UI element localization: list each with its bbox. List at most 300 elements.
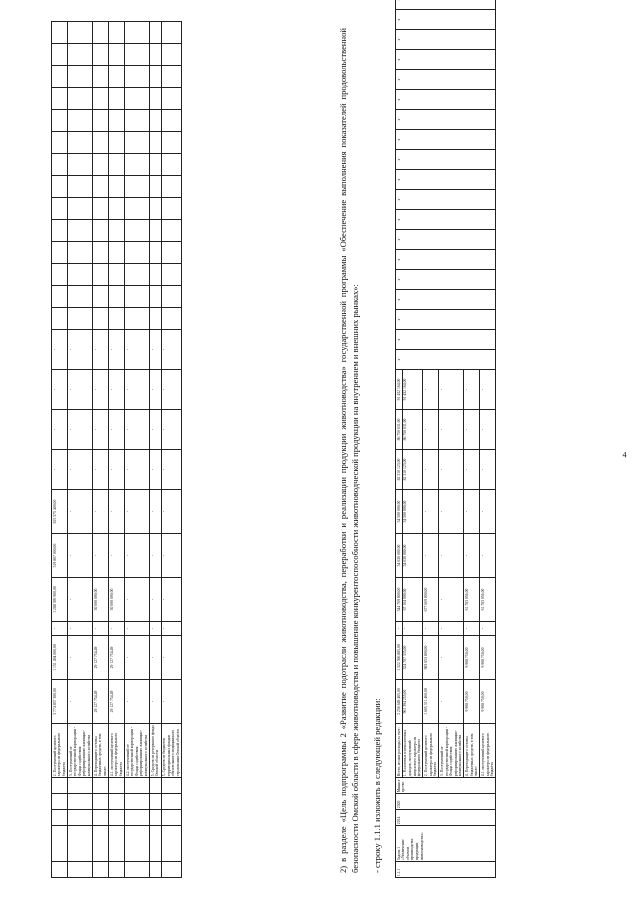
row-label: 1. Налоговых и неналоговых доходов, поступлений нецелевого характера из федерального бюджета: [402, 724, 423, 778]
value-cell: -: [439, 534, 464, 578]
table-cell: 5. Средств из резервного фонда Омской области: [150, 725, 160, 777]
value-cell: 1 665 311 460,00: [423, 680, 439, 724]
table-cell: -: [150, 534, 161, 578]
table-cell: -: [67, 578, 92, 622]
table-cell: -: [67, 622, 92, 636]
value-cell: 67 104 000,00: [402, 578, 423, 622]
table-cell: -: [125, 410, 150, 450]
table-cell: [109, 862, 125, 878]
value-cell: -: [439, 680, 464, 724]
table-cell: 3. Поступлений от государственной корпорации - Фонда содействия реформированию жилищно-коммунального хозяйства: [67, 724, 92, 778]
table-cell: [52, 810, 68, 826]
table-cell: [67, 176, 92, 198]
value-cell: 677 669 800,00: [423, 578, 439, 622]
table-cell: -: [67, 490, 92, 534]
value-cell: -: [423, 410, 439, 450]
row-label: 2. Поступлений целевого характера из федерального бюджета: [423, 724, 439, 778]
table-cell: -: [150, 370, 161, 410]
value-cell: -: [423, 370, 439, 410]
table-cell: [67, 66, 92, 88]
table-cell: [150, 132, 161, 154]
value-cell: 54 500 000,00: [396, 490, 403, 534]
table-cell: [52, 778, 68, 794]
value-cell: -: [464, 622, 480, 636]
table-cell: -: [93, 370, 109, 410]
table-cell: 29 127 754,49: [93, 636, 109, 680]
value-cell: 61 783 056,00: [480, 578, 496, 622]
table-cell: [161, 308, 182, 330]
indicator-mark-cell: х: [396, 150, 496, 170]
table-cell: [93, 66, 109, 88]
table-cell: -: [125, 636, 150, 680]
table-cell: [125, 778, 150, 794]
table-cell: [67, 88, 92, 110]
table-cell: 30 000 000,00: [93, 578, 109, 622]
table-cell: [93, 44, 109, 66]
table-cell: -: [93, 410, 109, 450]
table-cell: [52, 264, 68, 286]
page-number: 4: [622, 450, 627, 460]
table-row: [161, 22, 182, 878]
value-cell: 54 500 000,00: [402, 490, 423, 534]
value-cell: -: [402, 622, 423, 636]
table-cell: [67, 198, 92, 220]
table-cell: [67, 154, 92, 176]
table-cell: [161, 66, 182, 88]
table-cell: [52, 794, 68, 810]
table-cell: -: [67, 680, 92, 724]
table-cell: [125, 132, 150, 154]
table-cell: 29 127 754,49: [109, 680, 125, 724]
table-cell: [125, 862, 150, 878]
table-cell: [52, 44, 68, 66]
table-cell: -: [161, 410, 182, 450]
table-cell: -: [161, 370, 182, 410]
table-cell: [93, 22, 109, 44]
table-cell: Министерство: [396, 778, 496, 794]
value-cell: -: [480, 370, 496, 410]
indicator-mark-cell: х: [396, 350, 496, 370]
table-cell: 29 127 754,49: [109, 636, 125, 680]
table-cell: -: [93, 534, 109, 578]
table-cell: [125, 22, 150, 44]
table-cell: [52, 88, 68, 110]
table-cell: 519 807 000,00: [52, 534, 68, 578]
bottom-budget-table: [395, 0, 496, 878]
table-cell: 4.1. поступлений целевого характера из федерального бюджета: [109, 724, 125, 778]
table-cell: -: [161, 534, 182, 578]
value-cell: 9 908 750,00: [464, 636, 480, 680]
indicator-mark-cell: х: [396, 190, 496, 210]
table-cell: -: [125, 370, 150, 410]
table-cell: [52, 22, 68, 44]
table-cell: -: [125, 490, 150, 534]
value-cell: 61 783 056,00: [464, 578, 480, 622]
table-cell: [67, 826, 92, 862]
value-cell: -: [480, 490, 496, 534]
table-cell: [52, 826, 68, 862]
table-cell: -: [109, 370, 125, 410]
table-cell: -: [150, 450, 161, 490]
table-cell: -: [150, 330, 161, 370]
indicator-mark-cell: х: [396, 330, 496, 350]
value-cell: -: [464, 370, 480, 410]
value-cell: -: [423, 622, 439, 636]
value-cell: 91 432 164,00: [396, 370, 403, 410]
table-cell: [125, 66, 150, 88]
table-cell: [125, 88, 150, 110]
table-cell: [109, 22, 125, 44]
value-cell: 344 769 800,00: [396, 578, 403, 622]
table-cell: [150, 264, 161, 286]
table-cell: [67, 810, 92, 826]
table-cell: [93, 286, 109, 308]
table-cell: [109, 110, 125, 132]
table-cell: -: [109, 330, 125, 370]
table-row: [67, 22, 92, 878]
table-cell: [67, 778, 92, 794]
value-cell: -: [439, 490, 464, 534]
table-cell: [150, 154, 161, 176]
table-cell: [109, 308, 125, 330]
table-cell: -: [67, 636, 92, 680]
table-cell: [150, 110, 161, 132]
table-cell: -: [93, 330, 109, 370]
table-cell: 29 127 754,49: [93, 680, 109, 724]
table-cell: -: [52, 410, 68, 450]
table-cell: [109, 286, 125, 308]
table-cell: [125, 44, 150, 66]
table-cell: [67, 220, 92, 242]
table-cell: [52, 154, 68, 176]
table-cell: -: [161, 578, 182, 622]
table-cell: [125, 308, 150, 330]
value-cell: -: [464, 410, 480, 450]
table-cell: -: [161, 636, 182, 680]
indicator-mark-cell: х: [396, 170, 496, 190]
table-row: [109, 22, 125, 878]
indicator-mark-cell: х: [396, 10, 496, 30]
table-cell: [109, 794, 125, 810]
table-cell: [93, 154, 109, 176]
table-cell: -: [109, 410, 125, 450]
table-cell: 4.2. поступлений от государственной корпорации - Фонда содействия реформированию жилищно-коммунального хозяйства: [125, 724, 150, 778]
table-cell: [93, 826, 109, 862]
table-cell: -: [93, 450, 109, 490]
table-cell: [161, 220, 182, 242]
paragraph-row-instruction: - строку 1.1.1 изложить в следующей редакции:: [372, 698, 382, 873]
table-cell: [150, 286, 161, 308]
table-cell: [93, 794, 109, 810]
table-cell: [93, 862, 109, 878]
value-cell: -: [439, 578, 464, 622]
table-row: [125, 22, 150, 878]
table-cell: [109, 154, 125, 176]
table-cell: [52, 132, 68, 154]
table-cell: -: [109, 622, 125, 636]
table-cell: [52, 66, 68, 88]
table-cell: [161, 44, 182, 66]
table-cell: [150, 176, 161, 198]
table-cell: -: [67, 410, 92, 450]
table-cell: [125, 826, 150, 862]
table-cell: -: [93, 490, 109, 534]
table-cell: [161, 198, 182, 220]
value-cell: 2 256 649 465,00: [396, 680, 403, 724]
table-cell: [93, 220, 109, 242]
value-cell: 324 707 335,00: [402, 636, 423, 680]
value-cell: -: [480, 410, 496, 450]
table-cell: [52, 176, 68, 198]
table-cell: [161, 264, 182, 286]
table-cell: -: [125, 578, 150, 622]
table-cell: [150, 220, 161, 242]
value-cell: -: [464, 490, 480, 534]
indicator-mark-cell: х: [396, 270, 496, 290]
table-cell: [67, 264, 92, 286]
indicator-mark-cell: х: [396, 210, 496, 230]
table-cell: [109, 810, 125, 826]
table-cell: [161, 778, 182, 794]
table-cell: [161, 794, 182, 810]
value-cell: -: [439, 450, 464, 490]
table-cell: [150, 22, 161, 44]
value-cell: -: [480, 534, 496, 578]
table-cell: [93, 308, 109, 330]
table-cell: [93, 198, 109, 220]
indicator-mark-cell: х: [396, 110, 496, 130]
table-cell: -: [67, 330, 92, 370]
table-cell: [150, 242, 161, 264]
table-cell: [109, 44, 125, 66]
table-cell: 2. Поступлений целевого характера из федерального бюджета: [52, 724, 68, 778]
top-budget-table: [51, 21, 182, 878]
table-cell: [109, 826, 125, 862]
table-cell: [109, 264, 125, 286]
indicator-mark-cell: х: [396, 90, 496, 110]
table-cell: [93, 110, 109, 132]
value-cell: -: [480, 450, 496, 490]
value-cell: -: [423, 490, 439, 534]
table-cell: 4. Переходящего остатка бюджетных средств, в том числе:: [93, 724, 109, 778]
table-cell: [67, 22, 92, 44]
table-cell: [150, 778, 161, 794]
table-cell: -: [161, 490, 182, 534]
table-cell: [125, 810, 150, 826]
value-cell: -: [464, 534, 480, 578]
value-cell: -: [396, 622, 403, 636]
table-cell: [67, 308, 92, 330]
value-cell: 983 653 800,00: [423, 636, 439, 680]
indicator-mark-cell: х: [396, 310, 496, 330]
table-cell: [93, 132, 109, 154]
table-cell: [67, 862, 92, 878]
table-cell: [93, 176, 109, 198]
indicator-mark-cell: х: [396, 50, 496, 70]
table-cell: -: [67, 534, 92, 578]
table-cell: [150, 794, 161, 810]
table-cell: [52, 110, 68, 132]
row-label: 4.1. поступлений целевого характера из федерального бюджета: [480, 724, 496, 778]
table-cell: [161, 132, 182, 154]
value-cell: 82 310 123,00: [396, 450, 403, 490]
table-cell: -: [52, 622, 68, 636]
table-cell: -: [125, 680, 150, 724]
value-cell: 54 630 000,00: [402, 534, 423, 578]
table-cell: -: [150, 578, 161, 622]
table-row: [396, 0, 403, 878]
table-cell: -: [150, 490, 161, 534]
table-cell: [150, 66, 161, 88]
table-cell: [109, 66, 125, 88]
table-cell: [125, 110, 150, 132]
table-cell: [125, 242, 150, 264]
table-cell: 2020: [396, 794, 496, 810]
table-cell: -: [150, 680, 161, 724]
table-cell: [125, 264, 150, 286]
value-cell: 91 432 164,00: [402, 370, 423, 410]
indicator-mark-cell: х: [396, 130, 496, 150]
table-cell: -: [125, 534, 150, 578]
table-cell: Задача 1 «Увеличение объемов производства продукции животноводства»: [396, 826, 496, 862]
indicator-mark-cell: х: [396, 30, 496, 50]
table-cell: -: [150, 636, 161, 680]
table-cell: [125, 220, 150, 242]
table-cell: [67, 794, 92, 810]
table-cell: -: [150, 622, 161, 636]
table-cell: 1.1.1: [396, 862, 496, 878]
table-cell: 3 774 837 300,00: [52, 680, 68, 724]
table-cell: [161, 286, 182, 308]
value-cell: -: [480, 622, 496, 636]
table-row: [150, 22, 161, 878]
table-row: [52, 22, 68, 878]
table-cell: [93, 242, 109, 264]
table-cell: [93, 88, 109, 110]
table-cell: [161, 154, 182, 176]
table-cell: [161, 22, 182, 44]
table-cell: 815 575 400,00: [52, 490, 68, 534]
table-cell: [52, 198, 68, 220]
row-label: 4. Переходящего остатка бюджетных средств, в том числе:: [464, 724, 480, 778]
table-cell: -: [161, 680, 182, 724]
table-cell: 1 151 494 000,00: [52, 636, 68, 680]
table-row: [93, 22, 109, 878]
table-cell: -: [109, 450, 125, 490]
table-cell: [125, 154, 150, 176]
value-cell: 9 908 750,00: [480, 636, 496, 680]
table-cell: 30 000 000,00: [109, 578, 125, 622]
table-cell: [150, 198, 161, 220]
indicator-mark-cell: х: [396, 70, 496, 90]
value-cell: -: [423, 450, 439, 490]
table-cell: [52, 862, 68, 878]
value-cell: -: [439, 370, 464, 410]
table-cell: -: [52, 450, 68, 490]
table-cell: [161, 242, 182, 264]
table-cell: 1 288 395 900,00: [52, 578, 68, 622]
indicator-mark-cell: х: [396, 290, 496, 310]
table-cell: [161, 810, 182, 826]
indicator-mark-cell: [396, 0, 496, 10]
table-cell: 2014: [396, 810, 496, 826]
table-cell: [109, 778, 125, 794]
table-cell: [52, 242, 68, 264]
value-cell: 9 908 750,00: [464, 680, 480, 724]
table-cell: -: [150, 410, 161, 450]
value-cell: -: [439, 622, 464, 636]
value-cell: 1 322 366 885,00: [396, 636, 403, 680]
table-cell: 5. Средств из бюджетов территориальных фондов обязательного медицинского страхования Омской области: [161, 724, 182, 778]
table-cell: [67, 132, 92, 154]
table-cell: -: [125, 622, 150, 636]
value-cell: 86 750 631,00: [402, 410, 423, 450]
table-cell: [161, 176, 182, 198]
table-cell: -: [161, 622, 182, 636]
indicator-mark-cell: х: [396, 230, 496, 250]
table-cell: -: [93, 622, 109, 636]
table-cell: [125, 794, 150, 810]
indicator-mark-cell: х: [396, 250, 496, 270]
table-cell: -: [161, 330, 182, 370]
table-cell: -: [67, 370, 92, 410]
value-cell: -: [464, 450, 480, 490]
table-cell: [109, 198, 125, 220]
value-cell: -: [423, 534, 439, 578]
table-cell: [109, 220, 125, 242]
table-cell: [125, 198, 150, 220]
row-label: Всего, из них расходы за счет:: [396, 724, 403, 778]
table-cell: [161, 826, 182, 862]
table-cell: [93, 810, 109, 826]
table-cell: [67, 44, 92, 66]
table-cell: [67, 110, 92, 132]
table-cell: [150, 826, 161, 862]
table-cell: -: [109, 534, 125, 578]
table-cell: [52, 308, 68, 330]
value-cell: 54 630 000,00: [396, 534, 403, 578]
table-cell: [52, 286, 68, 308]
table-cell: [109, 132, 125, 154]
table-cell: [150, 44, 161, 66]
table-cell: -: [125, 450, 150, 490]
value-cell: -: [439, 410, 464, 450]
table-cell: [93, 778, 109, 794]
table-cell: [161, 862, 182, 878]
table-cell: [125, 176, 150, 198]
table-cell: [161, 88, 182, 110]
table-cell: -: [67, 450, 92, 490]
value-cell: 961 394 255,00: [402, 680, 423, 724]
table-cell: [161, 110, 182, 132]
table-cell: [150, 88, 161, 110]
table-cell: [67, 242, 92, 264]
table-cell: -: [52, 330, 68, 370]
table-cell: -: [52, 370, 68, 410]
table-cell: -: [109, 490, 125, 534]
table-cell: [109, 176, 125, 198]
table-cell: [52, 220, 68, 242]
table-cell: [109, 88, 125, 110]
table-cell: [150, 810, 161, 826]
paragraph-section-2: 2) в разделе «Цель подпрограммы 2 «Развитие подотрасли животноводства, переработки и реализации продукции животноводства» государственной программы «Обеспечение выполнения показателей продовольственной безопасности Омской области в сфере животноводства и повышение конкурентоспособности животноводческой продукции на внутреннем и внешних рынках»:: [338, 28, 360, 873]
table-cell: [150, 862, 161, 878]
table-cell: [109, 242, 125, 264]
table-cell: -: [161, 450, 182, 490]
table-cell: -: [125, 330, 150, 370]
value-cell: 82 310 123,00: [402, 450, 423, 490]
value-cell: 86 750 631,00: [396, 410, 403, 450]
